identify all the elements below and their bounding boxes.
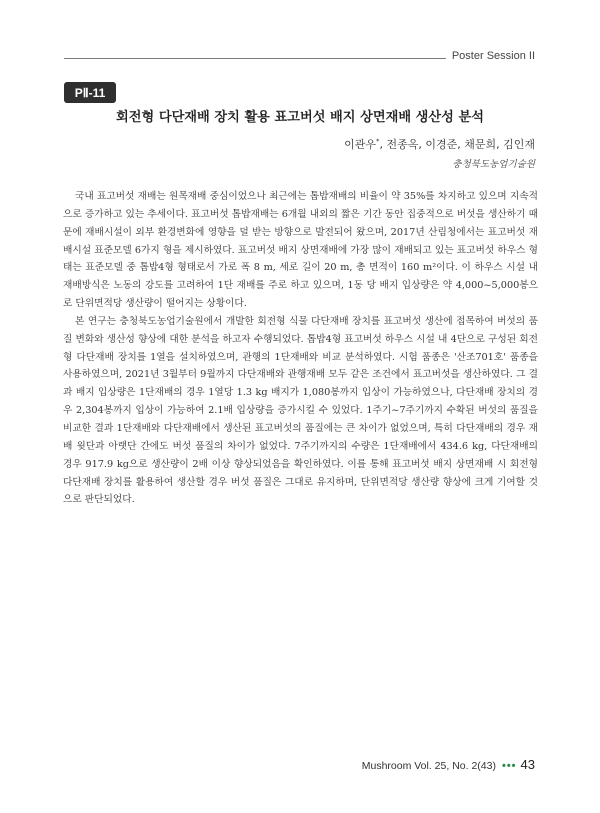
affiliation: 충청북도농업기술원 [452, 159, 535, 170]
header-rule [64, 58, 446, 59]
co-authors: , 전종옥, 이경준, 채문희, 김인재 [379, 138, 535, 151]
page-number: 43 [520, 757, 535, 772]
author-list [344, 136, 535, 152]
footer-dots: ••• [501, 760, 517, 772]
journal-citation: Mushroom Vol. 25, No. 2(43) [361, 760, 496, 772]
corresponding-author: 이관우 [344, 138, 377, 151]
corresponding-mark: * [376, 137, 380, 146]
running-header: Poster Session II [451, 50, 535, 62]
abstract-body [63, 188, 538, 509]
page-footer [362, 757, 535, 772]
paper-title: 회전형 다단재배 장치 활용 표고버섯 배지 상면재배 생산성 분석 [116, 110, 484, 125]
abstract-paragraph-1: 국내 표고버섯 재배는 원목재배 중심이었으나 최근에는 톱밥재배의 비율이 약 35%를 차지하고 있으며 지속적으로 증가하고 있는 추세이다. 표고버섯 톱밥재배는 6개월 내외의 짧은 기간 동안 집중적으로 버섯을 생산하기 때문에 재배시설이 외부 환경변화에 영향을 덜 받는 방향으로 발전되어 왔으며, 2017년 산림청에서는 표고버섯 재배시설 표준모델 6가지 형을 제시하였다. 표고버섯 배지 상면재배에 가장 많이 재배되고 있는 표고버섯 하우스 형태는 표준모델 중 톱밥4형 형태로서 가로 폭 8 m, 세로 길이 20 m, 총 면적이 160 m²이다. 이 하우스 시설 내 재배방식은 노동의 강도를 고려하여 1단 재배를 주로 하고 있으며, 1동 당 배지 입상량은 약 4,000~5,000봉으로 단위면적당 생산량이 떨어지는 상황이다. [63, 191, 538, 310]
session-tag: PⅡ-11 [64, 82, 116, 103]
abstract-paragraph-2: 본 연구는 충청북도농업기술원에서 개발한 회전형 식물 다단재배 장치를 표고버섯 생산에 접목하여 버섯의 품질 변화와 생산성 향상에 대한 분석을 하고자 수행되었다. 톱밥4형 표고버섯 하우스 시설 내 4단으로 구성된 회전형 다단재배 장치를 1열을 설치하였으며, 관행의 1단재배와 비교 분석하였다. 시험 품종은 '산조701호' 품종을 사용하였으며, 2021년 3월부터 9월까지 다단재배와 관행재배 모두 같은 조건에서 표고버섯을 생산하였다. 그 결과 배지 입상량은 1단재배의 경우 1열당 1.3 kg 배지가 1,080봉까지 입상이 가능하였으나, 다단재배 장치의 경우 2,304봉까지 입상이 가능하여 2.1배 입상량을 증가시킬 수 있었다. 1주기~7주기까지 수확된 버섯의 품질을 비교한 결과 1단재배와 다단재배에서 생산된 표고버섯의 품질에는 큰 차이가 없었으며, 특히 다단재배의 경우 재배 윗단과 아랫단 간에도 버섯 품질의 차이가 없었다. 7주기까지의 수량은 1단재배에서 434.6 kg, 다단재배의 경우 917.9 kg으로 생산량이 2배 이상 향상되었음을 확인하였다. 이를 통해 표고버섯 배지 상면재배 시 회전형 다단재배 장치를 활용하여 생산할 경우 버섯 품질은 그대로 유지하며, 단위면적당 생산량 향상에 크게 기여할 것으로 판단되었다. [63, 315, 538, 506]
